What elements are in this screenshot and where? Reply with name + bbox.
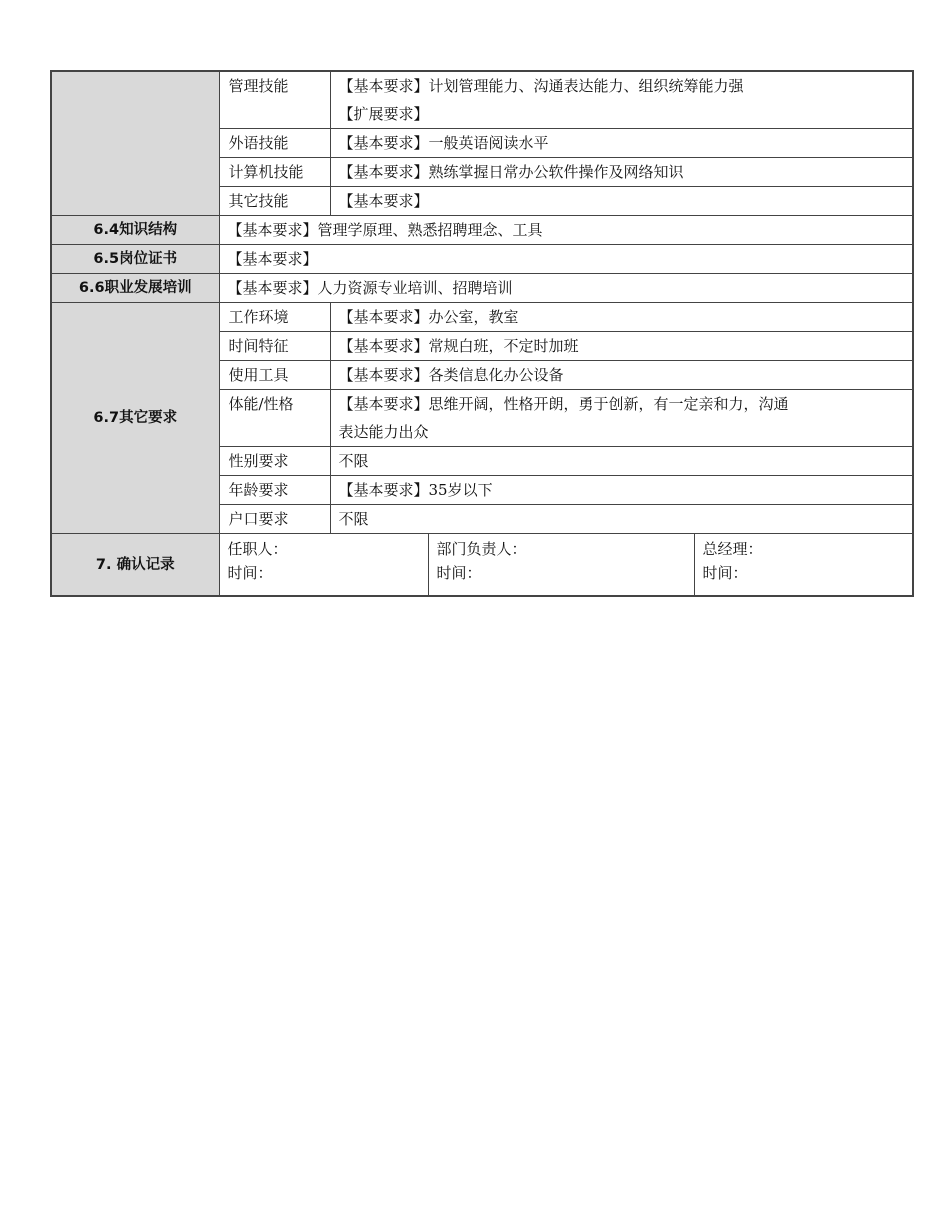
row-value [330, 390, 913, 447]
row-value: 【基本要求】办公室，教室 [330, 303, 913, 332]
row-value: 不限 [330, 505, 913, 534]
row-value: 【基本要求】各类信息化办公设备 [330, 361, 913, 390]
row-label: 管理技能 [219, 71, 330, 129]
section-title: 6.7其它要求 [51, 303, 219, 534]
section-row-certificate [51, 245, 913, 274]
row-value: 【基本要求】 [330, 187, 913, 216]
section-value: 【基本要求】人力资源专业培训、招聘培训 [219, 274, 913, 303]
signer-cell-department-head[interactable] [428, 534, 694, 597]
signer-role: 部门负责人： [436, 540, 527, 558]
row-label: 年龄要求 [219, 476, 330, 505]
section-title: 6.5岗位证书 [51, 245, 219, 274]
signer-role: 任职人： [227, 540, 288, 558]
row-value-line: 【扩展要求】 [338, 105, 429, 123]
job-description-table [50, 70, 914, 597]
signer-cell-general-manager[interactable] [694, 534, 913, 597]
other-row-environment [51, 303, 913, 332]
row-value: 【基本要求】35岁以下 [330, 476, 913, 505]
row-value: 【基本要求】熟练掌握日常办公软件操作及网络知识 [330, 158, 913, 187]
skill-row-management [51, 71, 913, 129]
row-label: 其它技能 [219, 187, 330, 216]
signer-cell-employee[interactable] [219, 534, 428, 597]
row-label: 体能/性格 [219, 390, 330, 447]
row-value-line: 表达能力出众 [338, 423, 429, 441]
row-label: 户口要求 [219, 505, 330, 534]
skills-section-title-cell [51, 71, 219, 216]
row-label: 工作环境 [219, 303, 330, 332]
section-title: 6.4知识结构 [51, 216, 219, 245]
section-value: 【基本要求】 [219, 245, 913, 274]
row-label: 使用工具 [219, 361, 330, 390]
section-row-training [51, 274, 913, 303]
row-label: 时间特征 [219, 332, 330, 361]
row-label: 性别要求 [219, 447, 330, 476]
confirmation-row [51, 534, 913, 597]
row-value-line: 【基本要求】计划管理能力、沟通表达能力、组织统筹能力强 [338, 77, 744, 95]
signer-time: 时间： [227, 564, 273, 582]
row-value: 【基本要求】常规白班，不定时加班 [330, 332, 913, 361]
row-value: 不限 [330, 447, 913, 476]
row-value [330, 71, 913, 129]
row-value-line: 【基本要求】思维开阔，性格开朗，勇于创新，有一定亲和力，沟通 [338, 395, 789, 413]
row-value: 【基本要求】一般英语阅读水平 [330, 129, 913, 158]
signer-time: 时间： [702, 564, 748, 582]
section-title: 7. 确认记录 [51, 534, 219, 597]
row-label: 计算机技能 [219, 158, 330, 187]
section-value: 【基本要求】管理学原理、熟悉招聘理念、工具 [219, 216, 913, 245]
section-row-knowledge [51, 216, 913, 245]
section-title: 6.6职业发展培训 [51, 274, 219, 303]
signer-time: 时间： [436, 564, 482, 582]
signer-role: 总经理： [702, 540, 763, 558]
row-label: 外语技能 [219, 129, 330, 158]
